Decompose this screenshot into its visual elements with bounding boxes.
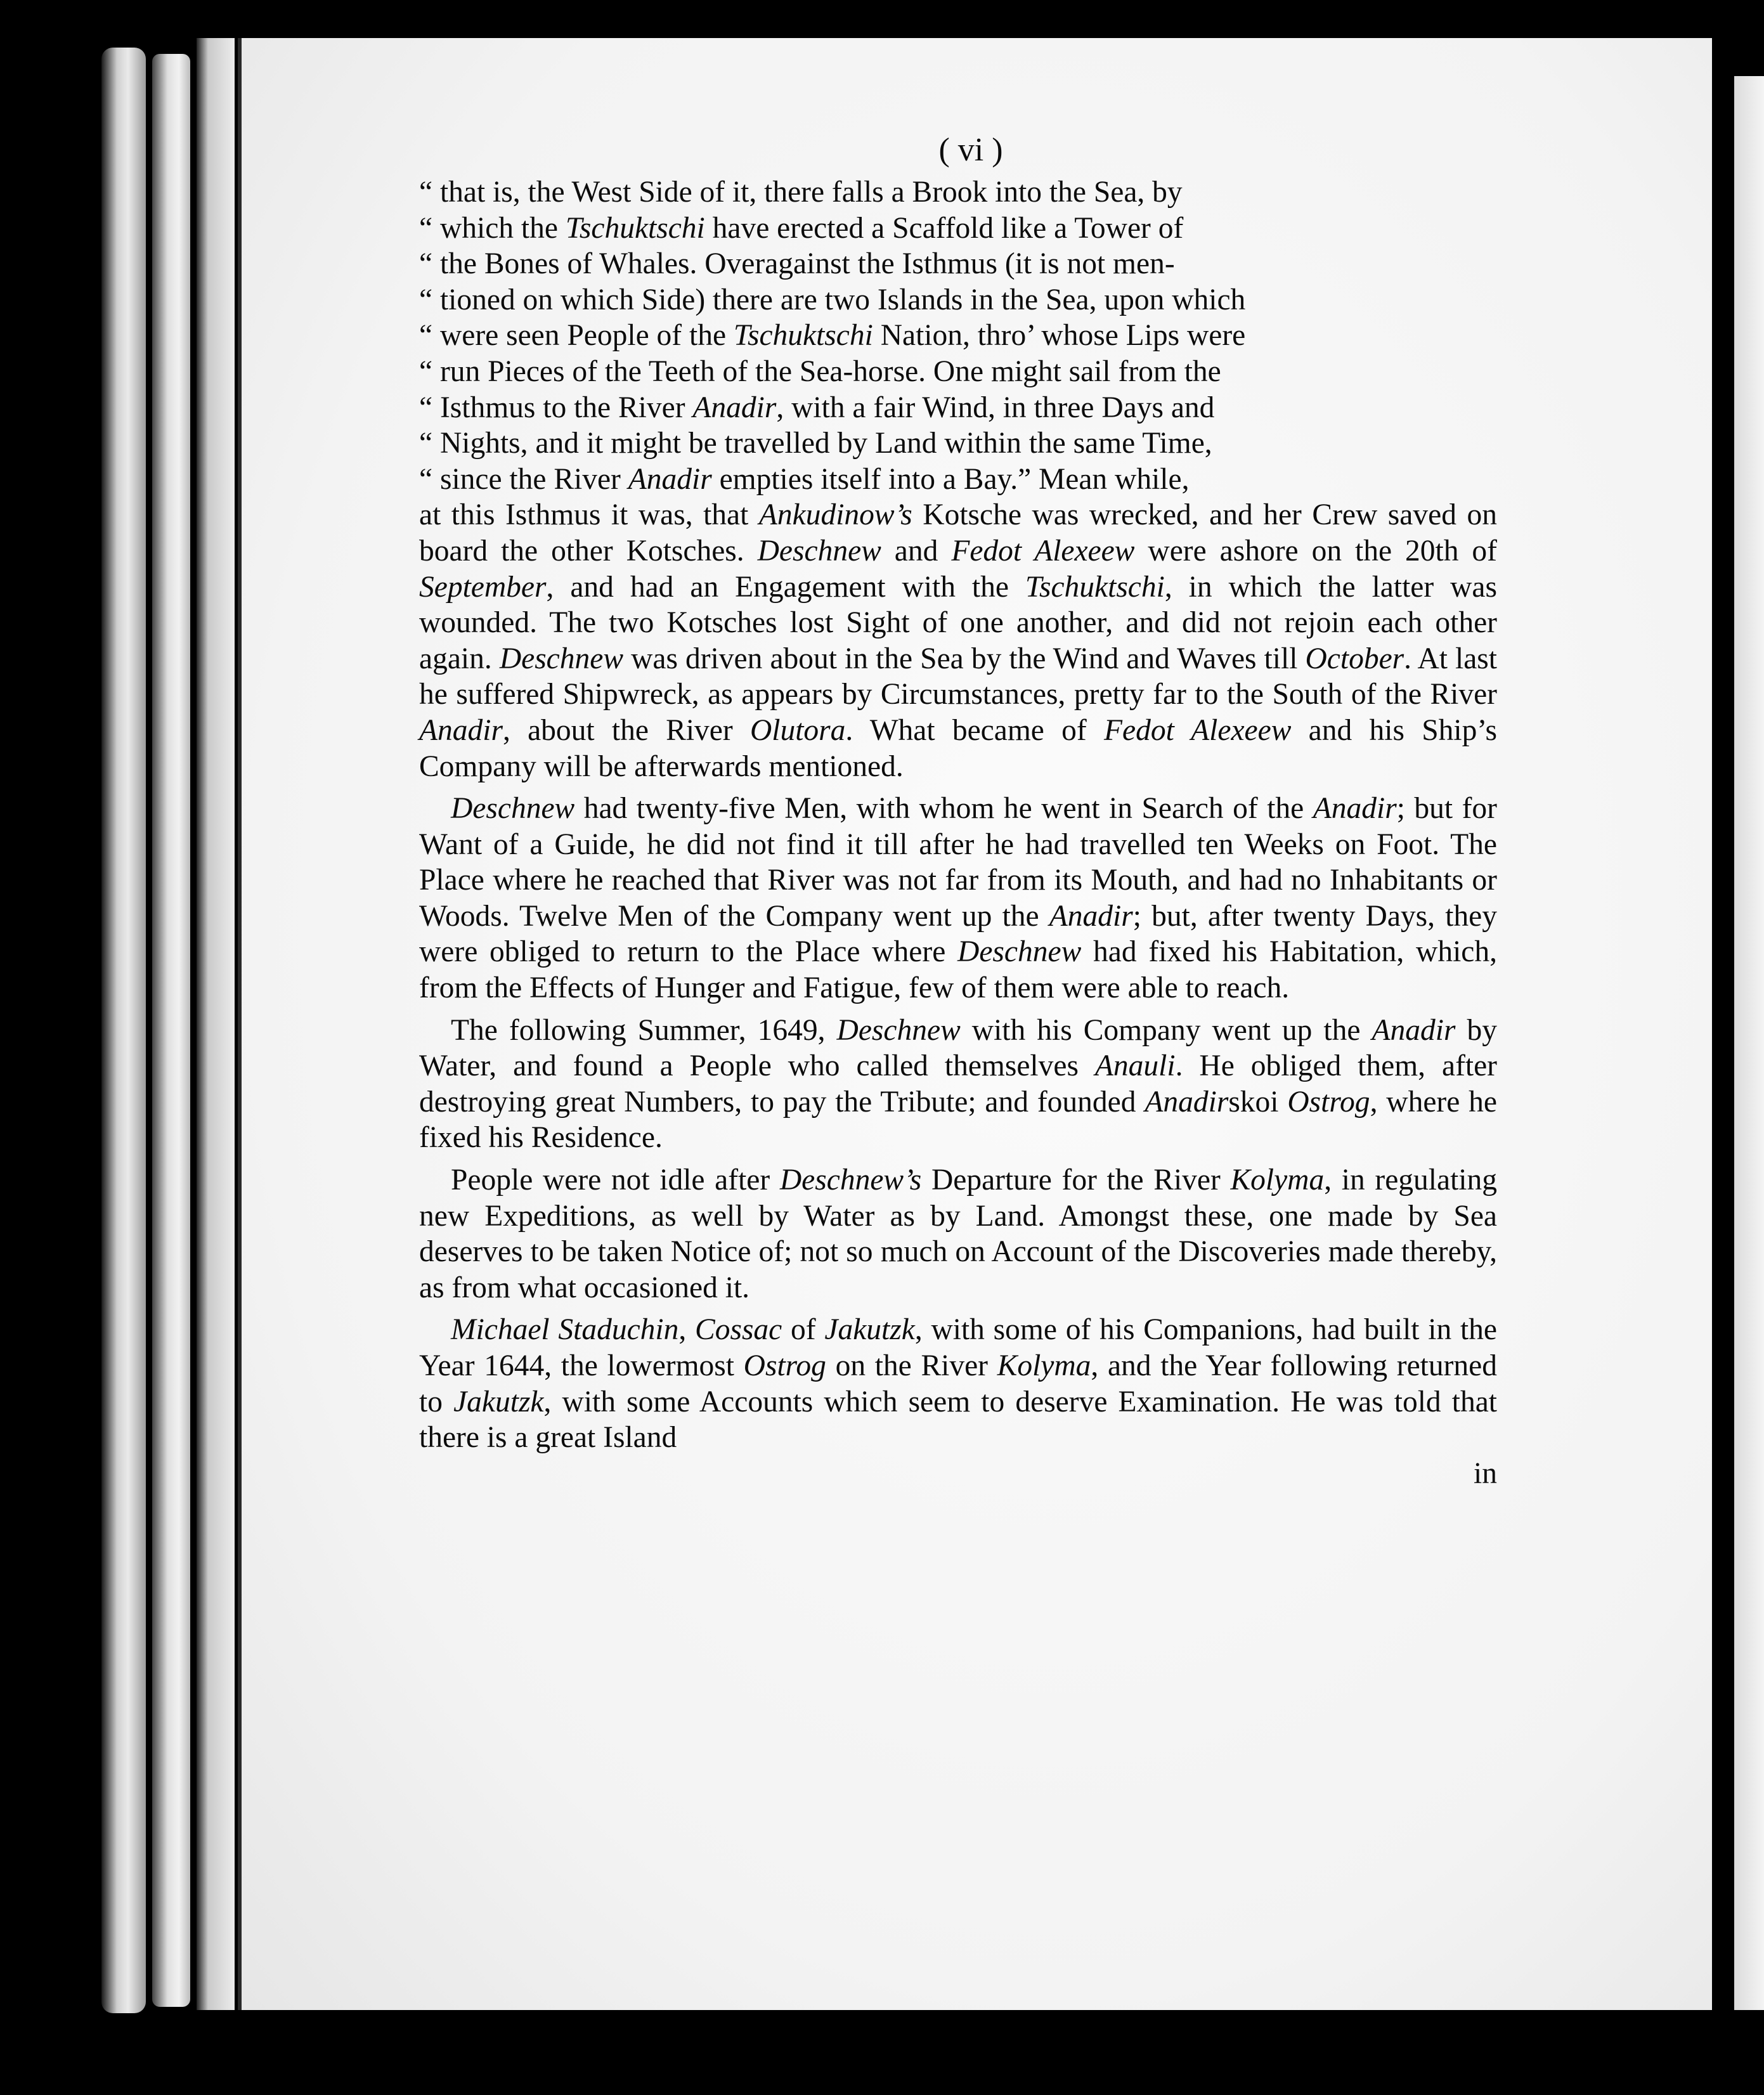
paragraph-4: People were not idle after Deschnew’s Departure for the River Kolyma, in regulating new Expeditions, as well by Water as by Land. Amongst these, one made by Sea deserves to be taken Notice of; not so much on Account of the Discoveries made thereby, as from what occasioned it. xyxy=(419,1164,1497,1304)
quote-line: “ tioned on which Side) there are two Islands in the Sea, upon which xyxy=(419,283,1246,316)
book-edge-outer xyxy=(101,48,146,2013)
page-text-block xyxy=(419,132,1498,1494)
quote-line: “ Nights, and it might be travelled by Land within the same Time, xyxy=(419,427,1212,460)
book-edge-middle xyxy=(152,54,190,2007)
quote-line: “ were seen People of the Tschuktschi Nation, thro’ whose Lips were xyxy=(419,319,1246,353)
paragraph-1: at this Isthmus it was, that Ankudinow’s Kotsche was wrecked, and her Crew saved on board the other Kotsches. Deschnew and Fedot Alexeew were ashore on the 20th of September, and had an Engagement with the Tschuktschi, in which the latter was wounded. The two Kotsches lost Sight of one another, and did not rejoin each other again. Deschnew was driven about in the Sea by the Wind and Waves till October. At last he suffered Shipwreck, as appears by Circumstances, pretty far to the South of the River Anadir, about the River Olutora. What became of Fedot Alexeew and his Ship’s Company will be afterwards mentioned. xyxy=(419,498,1498,783)
facing-page-edge xyxy=(1734,76,1764,2010)
quote-line: “ since the River Anadir empties itself into a Bay.” Mean while, xyxy=(419,462,1190,496)
paragraph-2: Deschnew had twenty-five Men, with whom he went in Search of the Anadir; but for Want of a Guide, he did not find it till after he had travelled ten Weeks on Foot. The Place where he reached that River was not far from its Mouth, and had no Inhabitants or Woods. Twelve Men of the Company went up the Anadir; but, after twenty Days, they were obliged to return to the Place where Deschnew had fixed his Habitation, which, from the Effects of Hunger and Fatigue, few of them were able to reach. xyxy=(419,792,1497,1005)
quoted-passage xyxy=(419,174,1497,497)
quote-line: “ the Bones of Whales. Overagainst the Isthmus (it is not men- xyxy=(419,247,1175,281)
book-page xyxy=(238,38,1712,2010)
catchword: in xyxy=(1474,1456,1497,1490)
paragraph-3: The following Summer, 1649, Deschnew with his Company went up the Anadir by Water, and found a People who called themselves Anauli. He obliged them, after destroying great Numbers, to pay the Tribute; and founded Anadirskoi Ostrog, where he fixed his Residence. xyxy=(419,1013,1497,1155)
quote-line: “ run Pieces of the Teeth of the Sea-horse. One might sail from the xyxy=(419,354,1221,388)
quote-line: “ Isthmus to the River Anadir, with a fair Wind, in three Days and xyxy=(419,391,1215,424)
page-number: ( vi ) xyxy=(938,132,1003,168)
paragraph-5: Michael Staduchin, Cossac of Jakutzk, with some of his Companions, had built in the Year 1644, the lowermost Ostrog on the River Kolyma, and the Year following returned to Jakutzk, with some Accounts which seem to deserve Examination. He was told that there is a great Island xyxy=(419,1313,1498,1455)
quote-line: “ which the Tschuktschi have erected a Scaffold like a Tower of xyxy=(419,211,1184,245)
book-edge-inner xyxy=(197,38,235,2010)
quote-line: “ that is, the West Side of it, there falls a Brook into the Sea, by xyxy=(419,176,1183,209)
